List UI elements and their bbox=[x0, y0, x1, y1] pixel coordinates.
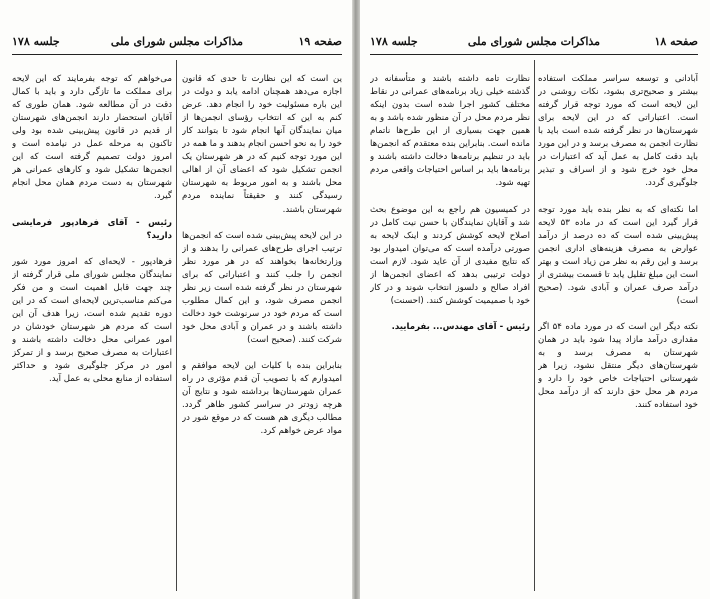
left-column-left bbox=[12, 60, 172, 593]
left-page-header bbox=[6, 33, 348, 53]
paragraph: اما نکته‌ای که به نظر بنده باید مورد توجه قرار گیرد این است که در ماده ۵۳ لایحه پیش‌بینی شده است که ده درصد از درآمد عوارض به مصرف هزینه‌های اداری انجمن برسد و این رقم به نظر من زیاد است و بهتر است این مبلغ تقلیل یابد تا قسمت بیشتری از درآمد صرف عمران و آبادی شود. (صحیح است) bbox=[538, 204, 698, 306]
paragraph: بنابراین بنده با کلیات این لایحه موافقم و امیدوارم که با تصویب آن قدم مؤثری در راه عمران شهرستان‌ها برداشته شود و نتایج آن هرچه زودتر در سراسر کشور ظاهر گردد. مطالب دیگری هم هست که در موقع شور در مواد عرض خواهم کرد. bbox=[182, 361, 342, 437]
right-page-title: مذاکرات مجلس شورای ملی bbox=[467, 35, 601, 48]
paragraph: ین است که این نظارت تا حدی که قانون اجازه می‌دهد همچنان ادامه یابد و دولت در این باره مسئولیت خود را انجام دهد. عرض کنم به این که انتخاب رؤسای انجمن‌ها از میان نمایندگان آنها انجام شود تا بتوانند کار خود را به نحو احسن انجام بدهند و ما همه در این مورد توجه کنیم که در هر شهرستان یک انجمن تشکیل شود که اعضای آن از اهالی محل باشند و به امور مربوط به شهرستان رسیدگی کنند و حقیقتاً نماینده مردم شهرستان باشند. bbox=[182, 74, 342, 215]
right-page bbox=[364, 0, 704, 599]
paragraph: آبادانی و توسعه سراسر مملکت استفاده بیشتر و صحیح‌تری بشود، نکات روشنی در این لایحه است که مورد توجه قرار گرفته است. اعتباراتی که در این لایحه برای شهرستان‌ها در نظر گرفته شده است باید با نظارت انجمن به مصرف برسد و در این مورد باید دقت کامل به عمل آید که اعتبارات در محل خود خرج شود و از اسراف و تبذیر جلوگیری گردد. bbox=[538, 74, 698, 189]
speaker-line: رئیس - آقای مهندس... بفرمایید. bbox=[391, 321, 530, 332]
paragraph: نکته دیگر این است که در مورد ماده ۵۴ اگر مقداری درآمد مازاد پیدا شود باید در همان شهرستان به مصرف برسد و به شهرستان‌های دیگر منتقل نشود، زیرا هر شهرستانی احتیاجات خاص خود را دارد و مردم هر محل حق دارند که از درآمد محل خود استفاده کنند. bbox=[538, 321, 698, 411]
speaker-line: رئیس - آقای فرهادپور فرمایشی دارید؟ bbox=[12, 217, 172, 241]
right-page-header bbox=[364, 33, 704, 53]
paragraph: در این لایحه پیش‌بینی شده است که انجمن‌ها ترتیب اجرای طرح‌های عمرانی را بدهند و از وزارتخانه‌ها بخواهند که در هر مورد نظر انجمن را جلب کنند و اعتباراتی که برای شهرستان در نظر گرفته شده است زیر نظر انجمن مصرف شود، و این کمال مطلوب است که مردم خود در سرنوشت خود دخالت داشته باشند و در عمران و آبادی محل خود شرکت کنند. (صحیح است) bbox=[182, 230, 342, 345]
right-column-left bbox=[370, 60, 530, 593]
right-column-divider bbox=[534, 60, 535, 591]
left-page-title: مذاکرات مجلس شورای ملی bbox=[110, 35, 244, 48]
right-page-number: صفحه ۱۸ bbox=[654, 35, 698, 48]
paragraph: می‌خواهم که توجه بفرمایند که این لایحه برای مملکت ما تازگی دارد و باید با کمال دقت در آن مطالعه شود. همان طوری که آقایان استحضار دارند انجمن‌های شهرستان از قدیم در قانون پیش‌بینی شده بود ولی تاکنون به مرحله عمل در نیامده است و امروز دولت تصمیم گرفته است که این انجمن‌ها تشکیل شود و کارهای عمرانی هر شهرستان به دست مردم همان محل انجام گیرد. bbox=[12, 74, 172, 202]
book-gutter bbox=[352, 0, 360, 599]
right-header-rule bbox=[370, 54, 698, 55]
paragraph: در کمیسیون هم راجع به این موضوع بحث شد و آقایان نمایندگان با حسن نیت کامل در اصلاح لایحه کوشش کردند و اینک لایحه به صورتی درآمده است که می‌توان امیدوار بود که نتایج مفیدی از آن عاید شود. لازم است دولت ترتیبی بدهد که اعضای انجمن‌ها از افراد صالح و دلسوز انتخاب شوند و در کار خود با صمیمیت کوشش کنند. (احسنت) bbox=[370, 204, 530, 306]
left-column-divider bbox=[176, 60, 177, 591]
right-session-number: جلسه ۱۷۸ bbox=[370, 35, 418, 48]
left-column-right bbox=[182, 60, 342, 593]
paragraph: نظارت تامه داشته باشند و متأسفانه در گذشته خیلی زیاد برنامه‌های عمرانی در نقاط مختلف کشور اجرا شده است بدون اینکه نظر مردم محل در آن منظور شده باشد و به همین جهت بسیاری از این طرح‌ها ناتمام مانده است. بنابراین بنده معتقدم که انجمن‌ها باید در تنظیم برنامه‌ها دخالت داشته باشند و برنامه‌ها باید بر اساس احتیاجات واقعی مردم تهیه شود. bbox=[370, 74, 530, 189]
paragraph: فرهادپور - لایحه‌ای که امروز مورد شور نمایندگان مجلس شورای ملی قرار گرفته از چند جهت قابل اهمیت است و من فکر می‌کنم مناسب‌ترین لایحه‌ای است که در این دوره تقدیم شده است، زیرا هدف آن این است که مردم هر شهرستان خودشان در امور عمرانی محل دخالت داشته باشند و اعتبارات به مصرف صحیح برسد و از تمرکز امور در مرکز جلوگیری شود و حداکثر استفاده از منابع محلی به عمل آید. bbox=[12, 256, 172, 385]
left-page bbox=[6, 0, 348, 599]
left-header-rule bbox=[12, 54, 342, 55]
right-column-right bbox=[538, 60, 698, 593]
left-page-number: صفحه ۱۹ bbox=[298, 35, 342, 48]
left-session-number: جلسه ۱۷۸ bbox=[12, 35, 60, 48]
